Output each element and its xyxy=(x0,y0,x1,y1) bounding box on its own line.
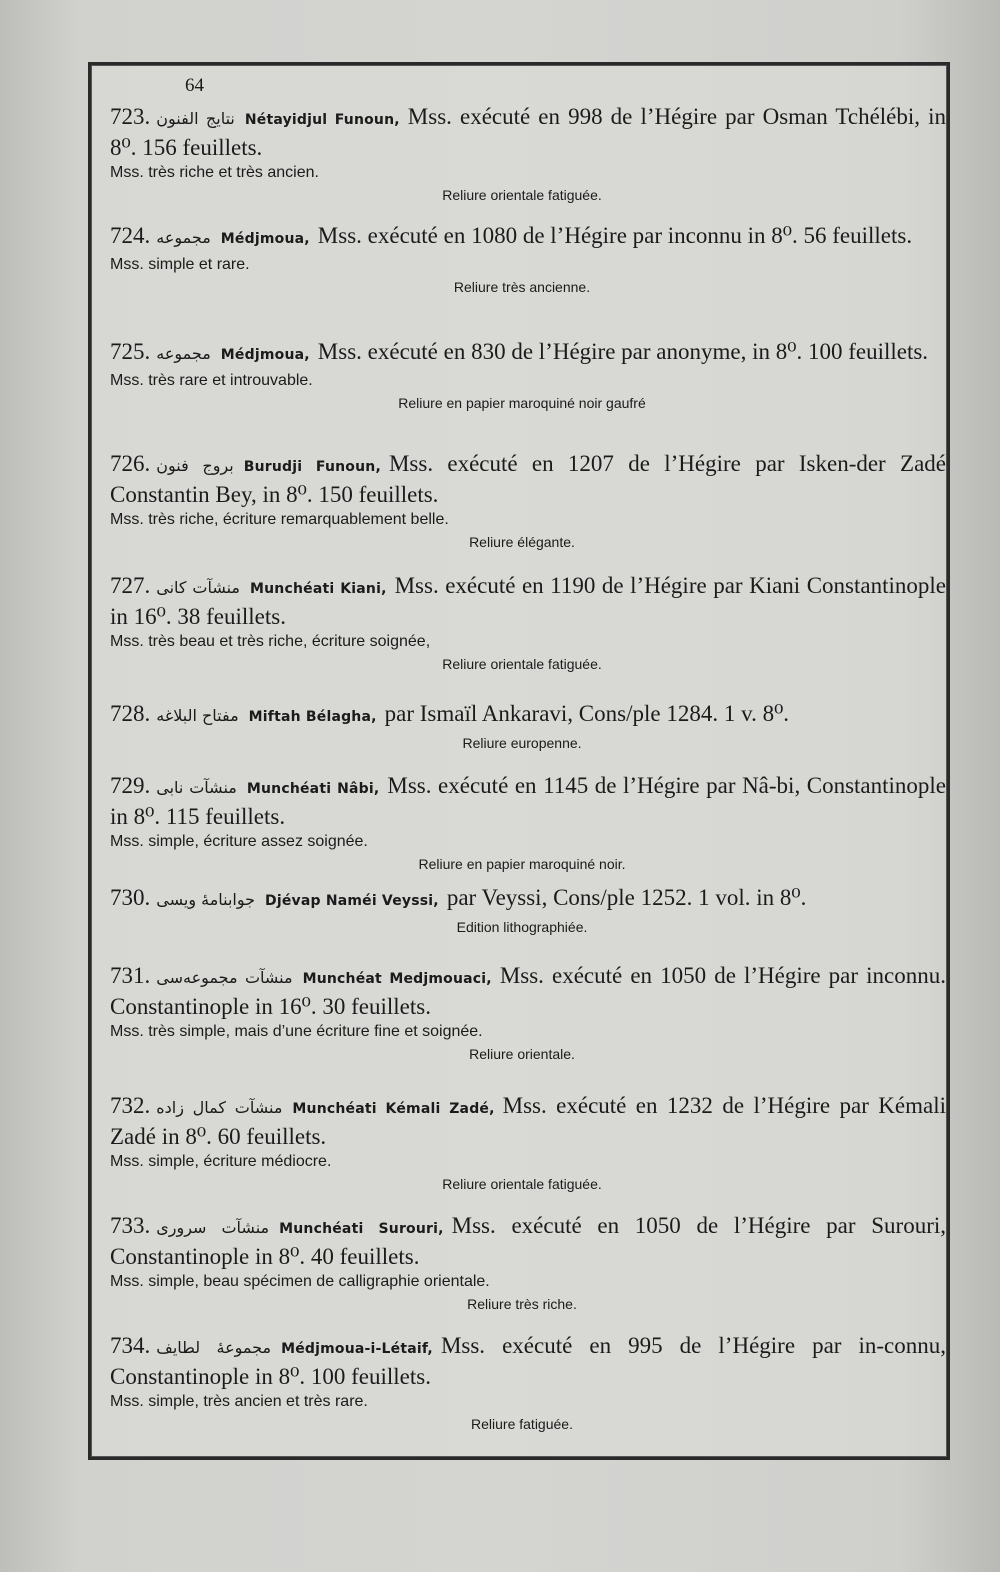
entry-arabic-title: مجموعه xyxy=(156,344,211,363)
entry-main-line xyxy=(98,772,946,830)
entry-transliterated-title: Munchéati Kiani, xyxy=(250,581,387,597)
entry-note: Mss. très beau et très riche, écriture soignée, xyxy=(110,633,431,650)
entry-transliterated-title: Médjmoua, xyxy=(220,347,310,363)
entry-arabic-title: منشآت مجموعه‌سى xyxy=(156,968,293,987)
catalog-entry xyxy=(98,338,946,412)
entry-arabic-title: مجموعهٔ لطايف xyxy=(156,1338,272,1357)
entry-transliterated-title: Munchéati Surouri, xyxy=(279,1221,444,1237)
catalog-entry xyxy=(98,572,946,673)
entry-binding: Reliure orientale fatiguée. xyxy=(442,656,602,672)
entry-main-line xyxy=(98,1332,946,1390)
page-number: 64 xyxy=(185,75,204,96)
entry-number: 729. xyxy=(110,773,151,798)
entry-main-line xyxy=(98,962,946,1020)
entry-binding: Reliure en papier maroquiné noir gaufré xyxy=(398,395,646,411)
entry-transliterated-title: Djévap Naméi Veyssi, xyxy=(265,893,439,909)
catalog-entry xyxy=(98,1092,946,1193)
catalog-entry xyxy=(98,772,946,873)
entry-description: Mss. exécuté en 1145 de l’Hégire par Nâ-bi, Constantinople in 8⁰. 115 feuillets. xyxy=(110,773,947,829)
entry-number: 731. xyxy=(110,963,151,988)
entry-description: par Ismaïl Ankaravi, Cons/ple 1284. 1 v. 8⁰. xyxy=(384,701,790,726)
entry-number: 728. xyxy=(110,701,151,726)
entry-main-line xyxy=(98,338,946,369)
catalog-entry xyxy=(98,962,946,1063)
entry-main-line xyxy=(98,103,946,161)
entry-description: Mss. exécuté en 1050 de l’Hégire par inconnu. Constantinople in 16⁰. 30 feuillets. xyxy=(110,963,946,1019)
entry-number: 733. xyxy=(110,1213,151,1238)
entry-number: 725. xyxy=(110,339,151,364)
entry-binding: Reliure fatiguée. xyxy=(471,1416,573,1432)
entry-binding: Reliure élégante. xyxy=(469,534,575,550)
entry-number: 732. xyxy=(110,1093,151,1118)
entry-binding: Reliure orientale. xyxy=(469,1046,575,1062)
entry-arabic-title: مجموعه xyxy=(156,228,211,247)
entry-description: Mss. exécuté en 998 de l’Hégire par Osman Tchélébi, in 8⁰. 156 feuillets. xyxy=(110,104,947,160)
entry-arabic-title: مفتاح البلاغه xyxy=(156,706,239,725)
entry-number: 723. xyxy=(110,104,151,129)
entry-description: Mss. exécuté en 1232 de l’Hégire par Kémali Zadé in 8⁰. 60 feuillets. xyxy=(110,1093,946,1149)
entry-transliterated-title: Burudji Funoun, xyxy=(243,459,381,475)
entry-binding: Edition lithographiée. xyxy=(456,919,588,935)
entry-arabic-title: بروج فنون xyxy=(156,456,234,475)
entry-binding: Reliure orientale fatiguée. xyxy=(442,1176,602,1192)
entry-transliterated-title: Médjmoua-i-Létaif, xyxy=(281,1341,433,1357)
entry-number: 727. xyxy=(110,573,151,598)
entry-note: Mss. très rare et introuvable. xyxy=(110,372,313,389)
entry-note: Mss. très riche et très ancien. xyxy=(110,164,319,181)
entry-arabic-title: جوابنامهٔ ويسى xyxy=(156,890,256,909)
entry-number: 734. xyxy=(110,1333,151,1358)
catalog-entry xyxy=(98,222,946,296)
entry-binding: Reliure très riche. xyxy=(467,1296,577,1312)
entry-transliterated-title: Munchéat Medjmouaci, xyxy=(302,971,492,987)
entry-description: Mss. exécuté en 995 de l’Hégire par in-connu, Constantinople in 8⁰. 100 feuillets. xyxy=(110,1333,946,1389)
catalog-entry xyxy=(98,700,946,752)
entry-note: Mss. simple, beau spécimen de calligraphie orientale. xyxy=(110,1273,490,1290)
entry-arabic-title: منشآت كانى xyxy=(156,578,240,597)
entry-number: 724. xyxy=(110,223,151,248)
entry-description: Mss. exécuté en 1080 de l’Hégire par inconnu in 8⁰. 56 feuillets. xyxy=(317,223,913,248)
entry-description: Mss. exécuté en 1207 de l’Hégire par Isken-der Zadé Constantin Bey, in 8⁰. 150 feuillets. xyxy=(110,451,946,507)
catalog-entry xyxy=(98,1332,946,1433)
entry-transliterated-title: Munchéati Nâbi, xyxy=(246,781,380,797)
entry-note: Mss. simple, très ancien et très rare. xyxy=(110,1393,368,1410)
entry-description: par Veyssi, Cons/ple 1252. 1 vol. in 8⁰. xyxy=(446,885,807,910)
entry-description: Mss. exécuté en 830 de l’Hégire par anonyme, in 8⁰. 100 feuillets. xyxy=(317,339,929,364)
entry-note: Mss. simple et rare. xyxy=(110,256,250,273)
entry-main-line xyxy=(98,1212,946,1270)
entry-transliterated-title: Médjmoua, xyxy=(220,231,310,247)
entry-main-line xyxy=(98,700,946,731)
entry-transliterated-title: Miftah Bélagha, xyxy=(248,709,377,725)
entry-note: Mss. simple, écriture assez soignée. xyxy=(110,833,368,850)
entry-note: Mss. très simple, mais d’une écriture fine et soignée. xyxy=(110,1023,483,1040)
entry-main-line xyxy=(98,572,946,630)
entry-main-line xyxy=(98,884,946,915)
entry-main-line xyxy=(98,450,946,508)
entry-transliterated-title: Munchéati Kémali Zadé, xyxy=(292,1101,495,1117)
entry-arabic-title: منشآت كمال زاده xyxy=(156,1098,283,1117)
catalog-entry xyxy=(98,884,946,936)
entry-description: Mss. exécuté en 1050 de l’Hégire par Surouri, Constantinople in 8⁰. 40 feuillets. xyxy=(110,1213,946,1269)
entry-binding: Reliure europenne. xyxy=(462,735,582,751)
entry-main-line xyxy=(98,222,946,253)
entry-binding: Reliure orientale fatiguée. xyxy=(442,187,602,203)
catalog-entry xyxy=(98,450,946,551)
entry-arabic-title: منشآت سرورى xyxy=(156,1218,270,1237)
entry-number: 726. xyxy=(110,451,151,476)
entry-number: 730. xyxy=(110,885,151,910)
entry-note: Mss. simple, écriture médiocre. xyxy=(110,1153,332,1170)
entry-binding: Reliure très ancienne. xyxy=(453,279,591,295)
entry-main-line xyxy=(98,1092,946,1150)
entry-transliterated-title: Nétayidjul Funoun, xyxy=(244,112,400,128)
catalog-entry xyxy=(98,1212,946,1313)
entry-description: Mss. exécuté en 1190 de l’Hégire par Kiani Constantinople in 16⁰. 38 feuillets. xyxy=(110,573,946,629)
entry-note: Mss. très riche, écriture remarquablement belle. xyxy=(110,511,449,528)
entry-arabic-title: نتايج الفنون xyxy=(156,109,235,128)
catalog-entry xyxy=(98,103,946,204)
entry-arabic-title: منشآت نابى xyxy=(156,778,237,797)
entry-binding: Reliure en papier maroquiné noir. xyxy=(418,856,626,872)
